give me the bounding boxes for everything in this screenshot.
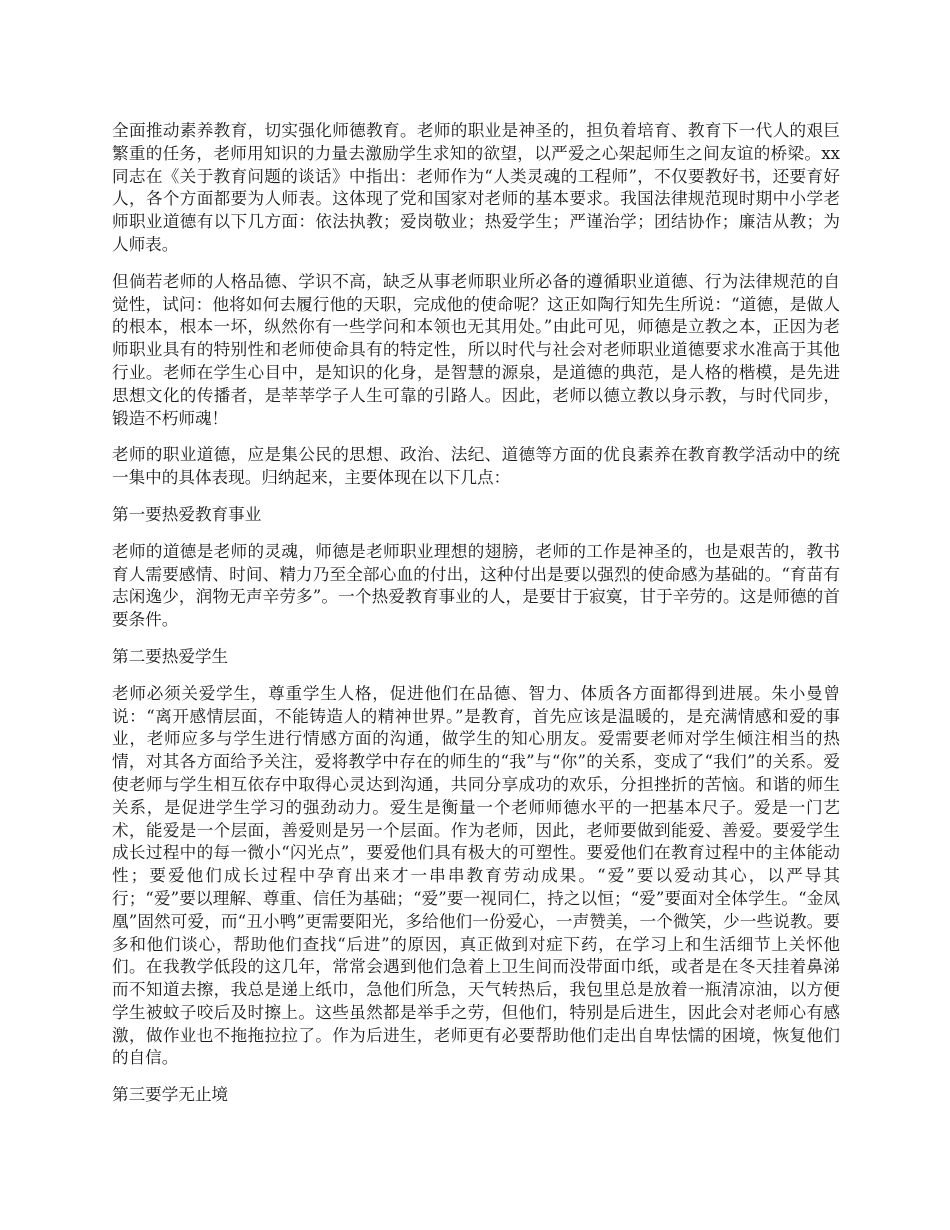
paragraph-ethics-summary: 老师的职业道德，应是集公民的思想、政治、法纪、道德等方面的优良素养在教育教学活动中的统一集中的具体表现。归纳起来，主要体现在以下几点： xyxy=(112,445,840,488)
paragraph-intro: 全面推动素养教育，切实强化师德教育。老师的职业是神圣的，担负着培育、教育下一代人的艰巨繁重的任务，老师用知识的力量去激励学生求知的欲望，以严爱之心架起师生之间友谊的桥梁。xx同志在《关于教育问题的谈话》中指出：老师作为“人类灵魂的工程师”，不仅要教好书，还要育好人，各个方面都要为人师表。这体现了党和国家对老师的基本要求。我国法律规范现时期中小学老师职业道德有以下几方面：依法执教；爱岗敬业；热爱学生；严谨治学；团结协作；廉洁从教；为人师表。 xyxy=(112,121,840,254)
paragraph-love-education: 老师的道德是老师的灵魂，师德是老师职业理想的翅膀，老师的工作是神圣的，也是艰苦的，教书育人需要感情、时间、精力乃至全部心血的付出，这种付出是要以强烈的使命感为基础的。“育苗有志闲逸少，润物无声辛劳多”。一个热爱教育事业的人，是要甘于寂寞，甘于辛劳的。这是师德的首要条件。 xyxy=(112,541,840,630)
paragraph-love-students: 老师必须关爱学生，尊重学生人格，促进他们在品德、智力、体质各方面都得到进展。朱小曼曾说：“离开感情层面，不能铸造人的精神世界。”是教育，首先应该是温暖的，是充满情感和爱的事业，老师应多与学生进行情感方面的沟通，做学生的知心朋友。爱需要老师对学生倾注相当的热情，对其各方面给予关注，爱将教学中存在的师生的“我”与“你”的关系，变成了“我们”的关系。爱使老师与学生相互依存中取得心灵达到沟通，共同分享成功的欢乐，分担挫折的苦恼。和谐的师生关系，是促进学生学习的强劲动力。爱生是衡量一个老师师德水平的一把基本尺子。爱是一门艺术，能爱是一个层面，善爱则是另一个层面。作为老师，因此，老师要做到能爱、善爱。要爱学生成长过程中的每一微小“闪光点”，要爱他们具有极大的可塑性。要爱他们在教育过程中的主体能动性；要爱他们成长过程中孕育出来才一串串教育劳动成果。“爱”要以爱动其心，以严导其行；“爱”要以理解、尊重、信任为基础；“爱”要一视同仁，持之以恒；“爱”要面对全体学生。“金凤凰”固然可爱，而“丑小鸭”更需要阳光，多给他们一份爱心，一声赞美，一个微笑，少一些说教。要多和他们谈心，帮助他们查找“后进”的原因，真正做到对症下药，在学习上和生活细节上关怀他们。在我教学低段的这几年，常常会遇到他们急着上卫生间而没带面巾纸，或者是在冬天挂着鼻涕而不知道去擦，我总是递上纸巾，急他们所急，天气转热后，我包里总是放着一瓶清凉油，以方便学生被蚊子咬后及时擦上。这些虽然都是举手之劳，但他们，特别是后进生，因此会对老师心有感激，做作业也不拖拖拉拉了。作为后进生，老师更有必要帮助他们走出自卑怯懦的困境，恢复他们的自信。 xyxy=(112,683,840,1068)
heading-love-students: 第二要热爱学生 xyxy=(112,646,229,666)
heading-endless-learning: 第三要学无止境 xyxy=(112,1085,229,1105)
heading-love-education: 第一要热爱教育事业 xyxy=(112,504,262,524)
document-page xyxy=(112,120,840,1121)
paragraph-character: 但倘若老师的人格品德、学识不高，缺乏从事老师职业所必备的遵循职业道德、行为法律规范的自觉性，试问：他将如何去履行他的天职，完成他的使命呢？这正如陶行知先生所说：“道德，是做人的根本，根本一坏，纵然你有一些学问和本领也无其用处。”由此可见，师德是立教之本，正因为老师职业具有的特别性和老师使命具有的特定性，所以时代与社会对老师职业道德要求水准高于其他行业。老师在学生心目中，是知识的化身，是智慧的源泉，是道德的典范，是人格的楷模，是先进思想文化的传播者，是莘莘学子人生可靠的引路人。因此，老师以德立教以身示教，与时代同步，锻造不朽师魂！ xyxy=(112,271,840,428)
